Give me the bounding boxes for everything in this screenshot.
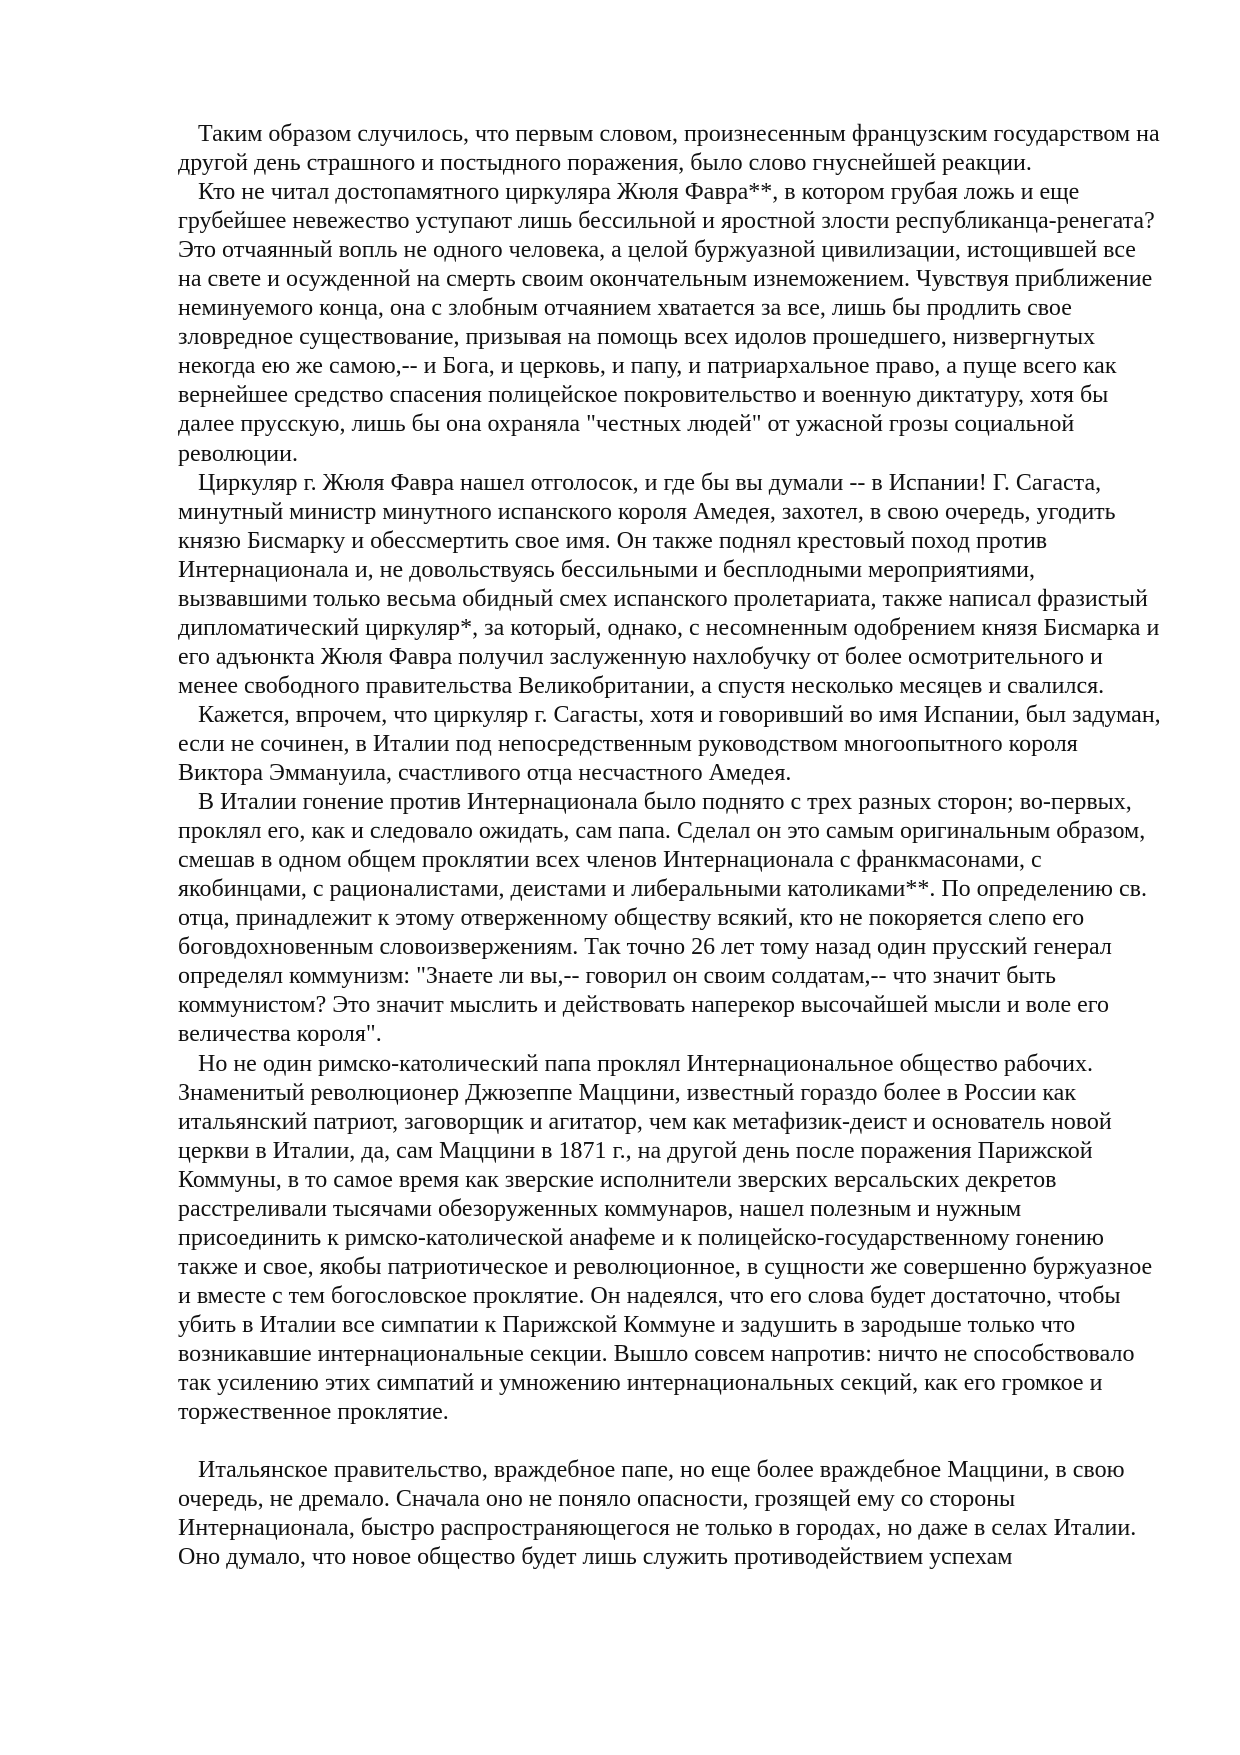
paragraph-7: Итальянское правительство, враждебное папе, но еще более враждебное Маццини, в свою очередь, не дремало. Сначала оно не поняло опасности, грозящей ему со стороны Интернационала, быстро распространяющегося не только в городах, но даже в селах Италии. Оно думало, что новое общество будет лишь служить противодействием успехам bbox=[178, 1457, 1137, 1571]
paragraph-2: Кто не читал достопамятного циркуляра Жюля Фавра**, в котором грубая ложь и еще грубейшее невежество уступают лишь бессильной и яростной злости республиканца-ренегата? Это отчаянный вопль не одного человека, а целой буржуазной цивилизации, истощившей все на свете и осужденной на смерть своим окончательным изнеможением. Чувствуя приближение неминуемого конца, она с злобным отчаянием хватается за все, лишь бы продлить свое зловредное существование, призывая на помощь всех идолов прошедшего, низвергнутых некогда ею же самою,-- и Бога, и церковь, и папу, и патриархальное право, а пуще всего как вернейшее средство спасения полицейское покровительство и военную диктатуру, хотя бы далее прусскую, лишь бы она охраняла "честных людей" от ужасной грозы социальной революции. bbox=[178, 179, 1155, 467]
paragraph-5: В Италии гонение против Интернационала было поднято с трех разных сторон; во-первых, проклял его, как и следовало ожидать, сам папа. Сделал он это самым оригинальным образом, смешав в одном общем проклятии всех членов Интернационала с франкмасонами, с якобинцами, с рационалистами, деистами и либеральными католиками**. По определению св. отца, принадлежит к этому отверженному обществу всякий, кто не покоряется слепо его боговдохновенным словоизвержениям. Так точно 26 лет тому назад один прусский генерал определял коммунизм: "Знаете ли вы,-- говорил он своим солдатам,-- что значит быть коммунистом? Это значит мыслить и действовать наперекор высочайшей мысли и воле его величества короля". bbox=[178, 789, 1147, 1048]
paragraph-3: Циркуляр г. Жюля Фавра нашел отголосок, и где бы вы думали -- в Испании! Г. Сагаста, минутный министр минутного испанского короля Амедея, захотел, в свою очередь, угодить князю Бисмарку и обессмертить свое имя. Он также поднял крестовый поход против Интернационала и, не довольствуясь бессильными и бесплодными мероприятиями, вызвавшими только весьма обидный смех испанского пролетариата, также написал фразистый дипломатический циркуляр*, за который, однако, с несомненным одобрением князя Бисмарка и его адъюнкта Жюля Фавра получил заслуженную нахлобучку от более осмотрительного и менее свободного правительства Великобритании, а спустя несколько месяцев и свалился. bbox=[178, 469, 1160, 699]
paragraph-4: Кажется, впрочем, что циркуляр г. Сагасты, хотя и говоривший во имя Испании, был задуман, если не сочинен, в Италии под непосредственным руководством многоопытного короля Виктора Эммануила, счастливого отца несчастного Амедея. bbox=[178, 701, 1161, 787]
paragraph-6: Но не один римско-католический папа проклял Интернациональное общество рабочих. Знаменитый революционер Джюзеппе Маццини, известный гораздо более в России как итальянский патриот, заговорщик и агитатор, чем как метафизик-деист и основатель новой церкви в Италии, да, сам Маццини в 1871 г., на другой день после поражения Парижской Коммуны, в то самое время как зверские исполнители зверских версальских декретов расстреливали тысячами обезоруженных коммунаров, нашел полезным и нужным присоединить к римско-католической анафеме и к полицейско-государственному гонению также и свое, якобы патриотическое и революционное, в сущности же совершенно буржуазное и вместе с тем богословское проклятие. Он надеялся, что его слова будет достаточно, чтобы убить в Италии все симпатии к Парижской Коммуне и задушить в зародыше только что возникавшие интернациональные секции. Вышло совсем напротив: ничто не способствовало так усилению этих симпатий и умножению интернациональных секций, как его громкое и торжественное проклятие. bbox=[178, 1050, 1153, 1426]
document-page bbox=[178, 120, 1163, 1572]
paragraph-1: Таким образом случилось, что первым словом, произнесенным французским государством на другой день страшного и постыдного поражения, было слово гнуснейшей реакции. bbox=[178, 121, 1160, 177]
